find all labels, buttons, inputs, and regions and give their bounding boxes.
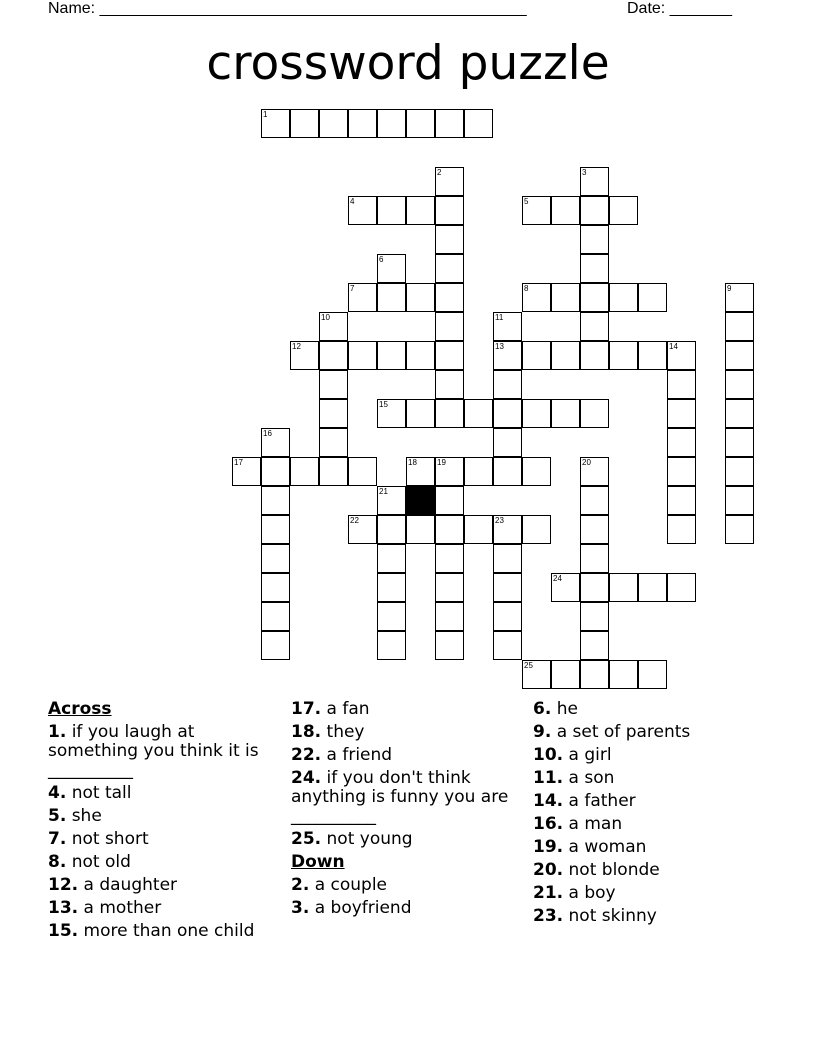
grid-cell[interactable] xyxy=(580,602,609,631)
grid-cell[interactable] xyxy=(522,399,551,428)
grid-cell[interactable] xyxy=(377,283,406,312)
grid-cell[interactable] xyxy=(609,196,638,225)
grid-cell[interactable] xyxy=(406,457,435,486)
grid-cell[interactable] xyxy=(435,109,464,138)
grid-cell[interactable] xyxy=(580,399,609,428)
date-field[interactable]: Date: _______ xyxy=(627,0,732,17)
grid-cell[interactable] xyxy=(725,428,754,457)
grid-cell[interactable] xyxy=(725,370,754,399)
grid-cell[interactable] xyxy=(580,631,609,660)
grid-cell[interactable] xyxy=(290,109,319,138)
grid-cell[interactable] xyxy=(522,196,551,225)
clue-number: 6 xyxy=(379,255,384,264)
grid-cell[interactable] xyxy=(261,573,290,602)
clue-number: 24 xyxy=(553,574,562,583)
grid-cell[interactable] xyxy=(435,254,464,283)
clues-column-2 xyxy=(291,700,523,922)
grid-cell[interactable] xyxy=(580,254,609,283)
across-clue-4: 4. not tall xyxy=(48,783,132,803)
grid-cell[interactable] xyxy=(377,486,406,515)
grid-cell[interactable] xyxy=(551,573,580,602)
grid-cell[interactable] xyxy=(580,486,609,515)
grid-cell[interactable] xyxy=(551,283,580,312)
grid-cell[interactable] xyxy=(638,283,667,312)
grid-cell[interactable] xyxy=(580,225,609,254)
grid-cell[interactable] xyxy=(580,515,609,544)
grid-cell[interactable] xyxy=(464,109,493,138)
grid-cell[interactable] xyxy=(348,515,377,544)
grid-cell[interactable] xyxy=(406,515,435,544)
clue-number: 1 xyxy=(263,110,268,119)
grid-cell[interactable] xyxy=(725,283,754,312)
grid-cell[interactable] xyxy=(580,167,609,196)
across-clue-12: 12. a daughter xyxy=(48,875,178,895)
grid-cell[interactable] xyxy=(377,515,406,544)
grid-cell[interactable] xyxy=(319,109,348,138)
grid-cell[interactable] xyxy=(232,457,261,486)
clues-column-3 xyxy=(533,700,765,930)
grid-cell[interactable] xyxy=(522,457,551,486)
clue-number: 5 xyxy=(524,197,529,206)
grid-cell[interactable] xyxy=(261,428,290,457)
grid-cell[interactable] xyxy=(667,486,696,515)
grid-cell[interactable] xyxy=(667,341,696,370)
across-clue-25: 25. not young xyxy=(291,829,413,849)
across-clue-18: 18. they xyxy=(291,722,365,742)
grid-cell[interactable] xyxy=(406,196,435,225)
grid-cell[interactable] xyxy=(493,370,522,399)
grid-cell[interactable] xyxy=(522,660,551,689)
grid-cell[interactable] xyxy=(609,660,638,689)
grid-cell[interactable] xyxy=(348,109,377,138)
page-title: crossword puzzle xyxy=(206,36,610,91)
grid-cell[interactable] xyxy=(493,602,522,631)
grid-cell[interactable] xyxy=(435,370,464,399)
grid-cell[interactable] xyxy=(580,341,609,370)
grid-cell[interactable] xyxy=(319,370,348,399)
grid-cell[interactable] xyxy=(435,225,464,254)
grid-cell[interactable] xyxy=(377,254,406,283)
clue-number: 13 xyxy=(495,342,504,351)
grid-cell[interactable] xyxy=(261,109,290,138)
grid-cell[interactable] xyxy=(725,515,754,544)
grid-cell[interactable] xyxy=(638,341,667,370)
grid-cell[interactable] xyxy=(464,457,493,486)
grid-cell[interactable] xyxy=(290,341,319,370)
grid-cell[interactable] xyxy=(551,660,580,689)
clue-number: 20 xyxy=(582,458,591,467)
across-clue-13: 13. a mother xyxy=(48,898,162,918)
clue-number: 11 xyxy=(495,313,504,322)
across-clue-5: 5. she xyxy=(48,806,102,826)
down-clue-6: 6. he xyxy=(533,699,578,719)
grid-cell[interactable] xyxy=(580,283,609,312)
grid-cell[interactable] xyxy=(522,515,551,544)
clue-number: 9 xyxy=(727,284,732,293)
grid-cell[interactable] xyxy=(551,341,580,370)
clue-number: 14 xyxy=(669,342,678,351)
grid-cell[interactable] xyxy=(377,399,406,428)
grid-cell[interactable] xyxy=(435,515,464,544)
grid-cell[interactable] xyxy=(406,109,435,138)
down-clue-9: 9. a set of parents xyxy=(533,722,691,742)
grid-cell[interactable] xyxy=(638,660,667,689)
grid-cell[interactable] xyxy=(725,457,754,486)
grid-cell[interactable] xyxy=(435,399,464,428)
clue-number: 10 xyxy=(321,313,330,322)
grid-cell[interactable] xyxy=(290,457,319,486)
grid-cell[interactable] xyxy=(435,457,464,486)
grid-cell[interactable] xyxy=(348,283,377,312)
clue-number: 15 xyxy=(379,400,388,409)
grid-cell[interactable] xyxy=(493,573,522,602)
across-clue-1: 1. if you laugh at something you think it is __________ xyxy=(48,722,259,780)
grid-cell[interactable] xyxy=(261,544,290,573)
grid-cell[interactable] xyxy=(348,457,377,486)
grid-cell[interactable] xyxy=(435,341,464,370)
grid-cell[interactable] xyxy=(493,399,522,428)
grid-cell[interactable] xyxy=(725,341,754,370)
down-clue-10: 10. a girl xyxy=(533,745,612,765)
grid-cell[interactable] xyxy=(493,515,522,544)
clue-number: 3 xyxy=(582,168,587,177)
clue-number: 18 xyxy=(408,458,417,467)
down-clue-20: 20. not blonde xyxy=(533,860,660,880)
grid-cell[interactable] xyxy=(580,573,609,602)
across-clue-7: 7. not short xyxy=(48,829,149,849)
grid-cell[interactable] xyxy=(580,660,609,689)
grid-cell[interactable] xyxy=(580,457,609,486)
grid-cell[interactable] xyxy=(319,428,348,457)
grid-cell[interactable] xyxy=(580,312,609,341)
down-clue-16: 16. a man xyxy=(533,814,623,834)
grid-cell[interactable] xyxy=(377,602,406,631)
clue-number: 4 xyxy=(350,197,355,206)
grid-cell[interactable] xyxy=(667,573,696,602)
across-clue-15: 15. more than one child xyxy=(48,921,255,941)
grid-cell[interactable] xyxy=(435,196,464,225)
grid-cell[interactable] xyxy=(493,544,522,573)
grid-cell[interactable] xyxy=(406,399,435,428)
grid-cell[interactable] xyxy=(667,515,696,544)
down-clue-2: 2. a couple xyxy=(291,875,388,895)
grid-cell[interactable] xyxy=(261,515,290,544)
grid-cell[interactable] xyxy=(580,196,609,225)
across-clue-24: 24. if you don't think anything is funny you are __________ xyxy=(291,768,509,826)
grid-cell[interactable] xyxy=(348,196,377,225)
grid-cell[interactable] xyxy=(609,283,638,312)
clue-number: 22 xyxy=(350,516,359,525)
grid-cell[interactable] xyxy=(435,631,464,660)
grid-cell[interactable] xyxy=(435,312,464,341)
grid-cell[interactable] xyxy=(493,341,522,370)
grid-cell[interactable] xyxy=(493,457,522,486)
grid-cell[interactable] xyxy=(377,341,406,370)
grid-cell[interactable] xyxy=(493,312,522,341)
clue-number: 16 xyxy=(263,429,272,438)
down-clue-3: 3. a boyfriend xyxy=(291,898,412,918)
grid-cell[interactable] xyxy=(435,544,464,573)
grid-cell[interactable] xyxy=(377,196,406,225)
grid-cell[interactable] xyxy=(319,457,348,486)
down-clue-23: 23. not skinny xyxy=(533,906,657,926)
clue-number: 17 xyxy=(234,458,243,467)
grid-cell[interactable] xyxy=(667,370,696,399)
grid-cell[interactable] xyxy=(667,457,696,486)
down-clue-11: 11. a son xyxy=(533,768,615,788)
clue-number: 23 xyxy=(495,516,504,525)
name-field[interactable]: Name: ________________________________________________ xyxy=(48,0,527,17)
grid-cell[interactable] xyxy=(319,312,348,341)
grid-cell[interactable] xyxy=(464,399,493,428)
down-clue-14: 14. a father xyxy=(533,791,636,811)
grid-cell[interactable] xyxy=(261,602,290,631)
grid-cell[interactable] xyxy=(435,167,464,196)
across-clue-8: 8. not old xyxy=(48,852,131,872)
grid-cell[interactable] xyxy=(580,544,609,573)
grid-cell[interactable] xyxy=(551,399,580,428)
grid-cell[interactable] xyxy=(435,602,464,631)
grid-cell[interactable] xyxy=(319,399,348,428)
down-heading: Down xyxy=(291,852,345,872)
grid-cell[interactable] xyxy=(493,428,522,457)
clue-number: 19 xyxy=(437,458,446,467)
grid-cell[interactable] xyxy=(493,631,522,660)
grid-cell[interactable] xyxy=(551,196,580,225)
clue-number: 7 xyxy=(350,284,355,293)
clue-number: 8 xyxy=(524,284,529,293)
grid-cell[interactable] xyxy=(261,457,290,486)
grid-cell[interactable] xyxy=(377,109,406,138)
grid-cell[interactable] xyxy=(377,544,406,573)
across-clue-22: 22. a friend xyxy=(291,745,393,765)
clues-column-1 xyxy=(48,700,280,945)
grid-cell[interactable] xyxy=(609,573,638,602)
grid-cell[interactable] xyxy=(464,515,493,544)
down-clue-21: 21. a boy xyxy=(533,883,616,903)
grid-cell[interactable] xyxy=(522,283,551,312)
grid-cell[interactable] xyxy=(667,428,696,457)
grid-cell[interactable] xyxy=(725,399,754,428)
grid-cell[interactable] xyxy=(435,573,464,602)
grid-cell[interactable] xyxy=(435,486,464,515)
grid-cell[interactable] xyxy=(261,631,290,660)
grid-cell[interactable] xyxy=(725,486,754,515)
clue-number: 21 xyxy=(379,487,388,496)
black-square xyxy=(406,486,435,515)
down-clue-19: 19. a woman xyxy=(533,837,647,857)
grid-cell[interactable] xyxy=(435,283,464,312)
grid-cell[interactable] xyxy=(667,399,696,428)
clue-number: 12 xyxy=(292,342,301,351)
grid-cell[interactable] xyxy=(406,341,435,370)
grid-cell[interactable] xyxy=(319,341,348,370)
grid-cell[interactable] xyxy=(609,341,638,370)
across-heading: Across xyxy=(48,699,112,719)
grid-cell[interactable] xyxy=(725,312,754,341)
grid-cell[interactable] xyxy=(377,631,406,660)
grid-cell[interactable] xyxy=(406,283,435,312)
grid-cell[interactable] xyxy=(522,341,551,370)
clue-number: 2 xyxy=(437,168,442,177)
grid-cell[interactable] xyxy=(638,573,667,602)
across-clue-17: 17. a fan xyxy=(291,699,370,719)
clue-number: 25 xyxy=(524,661,533,670)
grid-cell[interactable] xyxy=(261,486,290,515)
grid-cell[interactable] xyxy=(377,573,406,602)
grid-cell[interactable] xyxy=(348,341,377,370)
